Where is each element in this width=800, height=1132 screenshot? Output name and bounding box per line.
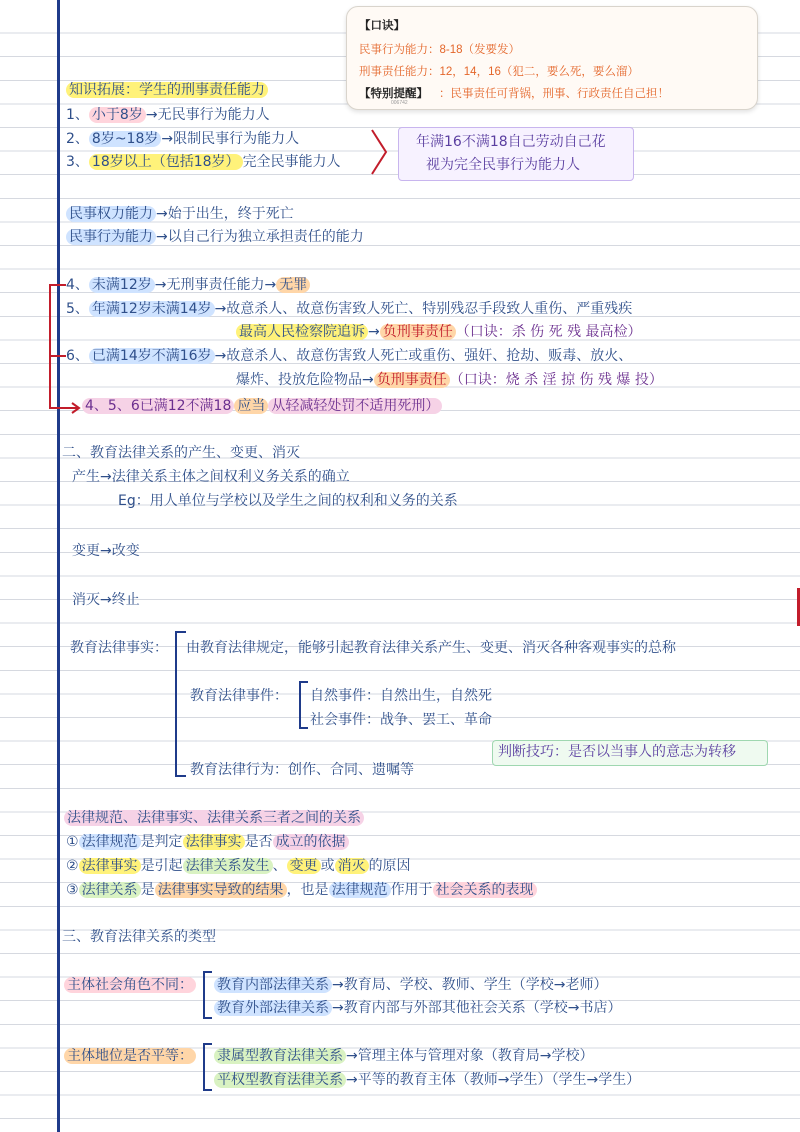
civil-rights-capacity [66,204,294,224]
subordinate-relation-term: 隶属型教育法律关系 [214,1048,346,1064]
relation-text: 作用于 [390,882,433,898]
acts-label-text: 教育法律行为： [190,762,288,778]
judge-tip-text: 判断技巧：是否以当事人的意志为转移 [498,744,736,760]
inner-relation-text: →教育局、学校、教师、学生（学校→老师） [332,977,608,993]
relation-1 [66,832,349,852]
knowledge-item-1 [66,105,270,125]
legal-facts-label: 教育法律事实： [70,640,168,656]
civil-definition: →以自己行为独立承担责任的能力 [156,229,364,245]
produce-definition: 产生→法律关系主体之间权利义务关系的确立 [72,469,350,485]
events-bracket-icon [296,680,310,732]
item-number: 2、 [66,131,89,147]
group-2-bracket-icon [200,1042,214,1094]
item-number: 4、 [66,277,89,293]
criminal-summary [82,396,442,416]
three-relations-heading-text: 法律规范、法律事实、法律关系三者之间的关系 [64,810,364,826]
social-events: 社会事件：战争、罢工、革命 [310,712,492,728]
group-1-bracket-icon [200,970,214,1022]
relation-3 [66,880,537,900]
age-highlight: 未满12岁 [89,277,155,293]
mnemonic-tail: （口诀：烧 杀 淫 掠 伤 残 爆 投） [449,372,663,388]
criminal-item-5 [66,299,632,319]
margin-line [57,0,60,1132]
minor-adult-note-line-1: 年满16不满18自己劳动自己花 [416,134,606,150]
civil-term: 民事行为能力 [66,229,156,245]
no-crime-highlight: 无罪 [276,277,310,293]
item-text: →故意杀人、故意伤害致人死亡、特别残忍手段致人重伤、严重残疾 [214,301,633,317]
relation-number: ② [66,858,79,874]
relation-text: 的原因 [368,858,411,874]
group-2-item-b [214,1070,640,1090]
mnemonic-card [346,6,758,110]
knowledge-item-3 [66,152,341,172]
term-fact: 法律事实 [79,858,141,874]
knowledge-heading [66,80,268,100]
civil-term: 民事权力能力 [66,206,156,222]
relation-text: 、 [272,858,287,874]
liability-highlight: 负刑事责任 [380,324,456,340]
term-fact: 法律事实 [183,834,245,850]
group-1-item-a [214,975,607,995]
relation-2 [66,856,411,876]
civil-definition: →始于出生，终于死亡 [156,206,294,222]
legal-events-label: 教育法律事件： [190,688,288,704]
term-relation: 法律关系发生 [183,858,273,874]
mnemonic-line-2: 刑事责任能力：12，14，16（犯二，要么死，要么溜） [359,66,639,78]
item-text: →故意杀人、故意伤害致人死亡或重伤、强奸、抢劫、贩毒、放火、 [214,348,633,364]
term-norm: 法律规范 [329,882,391,898]
mnemonic-line-1: 民事行为能力：8-18（发要发） [359,44,521,56]
group-1-label [64,975,196,995]
item-number: 6、 [66,348,89,364]
extinct-definition: 消灭→终止 [72,592,140,608]
equal-relation-term: 平权型教育法律关系 [214,1072,346,1088]
item-highlight: 18岁以上（包括18岁） [89,154,243,170]
criminal-item-4 [66,275,310,295]
three-relations-heading [64,808,364,828]
relation-text: 是判定 [140,834,183,850]
section-three-heading: 三、教育法律关系的类型 [62,929,216,945]
group-2-label [64,1046,196,1066]
natural-events: 自然事件：自然出生，自然死 [310,688,492,704]
group-1-label-text: 主体社会角色不同： [64,977,196,993]
item-text: 爆炸、投放危险物品→ [236,372,374,388]
criminal-item-6-line-2 [236,370,663,390]
red-bracket-icon [368,128,392,176]
age-highlight: 已满14岁不满16岁 [89,348,215,364]
relation-text: 是否 [244,834,273,850]
knowledge-heading-text: 知识拓展：学生的刑事责任能力 [66,82,268,98]
summary-tail: 从轻减轻处罚不适用死刑） [268,398,442,414]
item-text: →无刑事责任能力→ [154,277,277,293]
produce-example: Eg：用人单位与学校以及学生之间的权利和义务的关系 [118,493,458,509]
arrow-text: → [368,324,380,340]
special-reminder-text: ：民事责任可背锅，刑事、行政责任自己担！ [439,88,669,100]
criminal-item-5-line-2 [236,322,642,342]
relation-text: 是 [140,882,155,898]
term-extinct: 消灭 [335,858,369,874]
mnemonic-tail: （口诀：杀 伤 死 残 最高检） [455,324,642,340]
acts-examples: 创作、合同、遗嘱等 [288,762,414,778]
item-number: 3、 [66,154,89,170]
group-2-item-a [214,1046,593,1066]
liability-highlight: 负刑事责任 [374,372,450,388]
term-relation: 法律关系 [79,882,141,898]
group-1-item-b [214,998,621,1018]
civil-act-capacity [66,227,364,247]
relation-number: ③ [66,882,79,898]
minor-adult-note-line-2: 视为完全民事行为能力人 [426,157,580,173]
criminal-item-6 [66,346,632,366]
term-norm: 法律规范 [79,834,141,850]
relation-text: 是引起 [140,858,183,874]
change-definition: 变更→改变 [72,543,140,559]
relation-text: 或 [320,858,335,874]
should-highlight: 应当 [234,398,268,414]
legal-facts-definition: 由教育法律规定，能够引起教育法律关系产生、变更、消灭各种客观事实的总称 [186,640,676,656]
legal-acts-label [190,760,414,780]
relation-number: ① [66,834,79,850]
relation-text: ，也是 [286,882,329,898]
mnemonic-title: 【口诀】 [359,20,405,32]
item-text: →无民事行为能力人 [145,107,270,123]
item-text: →限制民事行为能力人 [161,131,300,147]
term-change: 变更 [287,858,321,874]
item-number: 5、 [66,301,89,317]
prosecutor-highlight: 最高人民检察院追诉 [236,324,368,340]
term-fact-result: 法律事实导致的结果 [155,882,287,898]
item-highlight: 8岁~18岁 [89,131,161,147]
item-text: 完全民事能力人 [242,154,341,170]
relation-text-highlight: 成立的依据 [273,834,349,850]
knowledge-item-2 [66,129,299,149]
subordinate-relation-text: →管理主体与管理对象（教育局→学校） [346,1048,594,1064]
special-reminder-label: 【特别提醒】 [359,88,428,100]
outer-relation-term: 教育外部法律关系 [214,1000,332,1016]
section-two-heading: 二、教育法律关系的产生、变更、消灭 [62,445,300,461]
card-tiny-code: 006742 [391,100,408,106]
inner-relation-term: 教育内部法律关系 [214,977,332,993]
equal-relation-text: →平等的教育主体（教师→学生）（学生→学生） [346,1072,641,1088]
outer-relation-text: →教育内部与外部其他社会关系（学校→书店） [332,1000,622,1016]
age-highlight: 年满12岁未满14岁 [89,301,215,317]
item-highlight: 小于8岁 [89,107,146,123]
term-social: 社会关系的表现 [433,882,537,898]
item-number: 1、 [66,107,89,123]
group-2-label-text: 主体地位是否平等： [64,1048,196,1064]
summary-prefix: 4、5、6已满12不满18 [82,398,234,414]
